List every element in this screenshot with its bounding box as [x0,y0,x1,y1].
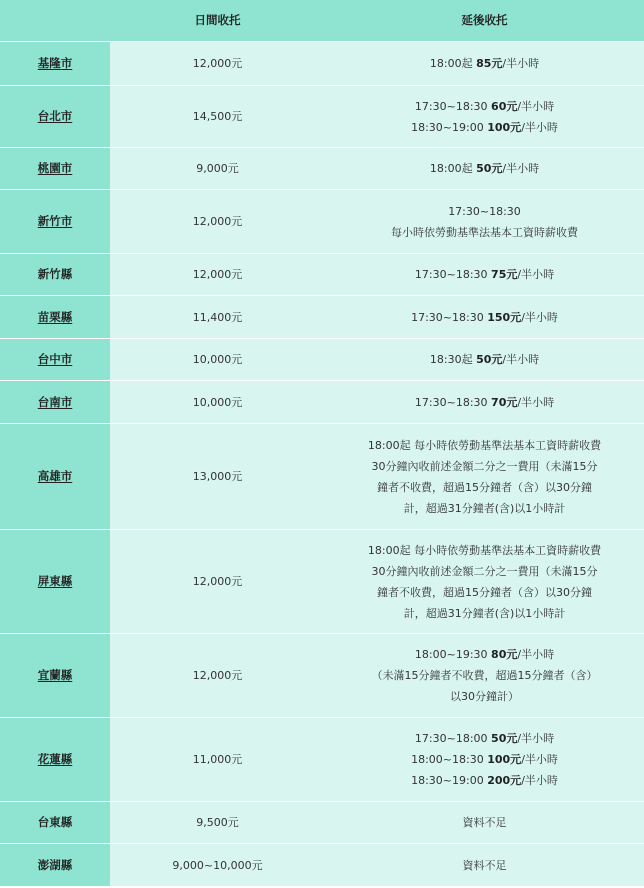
late-fee-amount: 100元 [487,120,522,134]
late-fee-text: 計，超過31分鐘者(含)以1小時計 [403,606,566,620]
late-fee-unit: /半小時 [517,648,555,661]
late-fee-unit: /半小時 [521,120,558,134]
late-fee-line [333,770,636,791]
late-fee-line [333,53,636,74]
city-cell[interactable] [0,530,110,634]
table-row [0,296,644,339]
header-city [0,0,110,42]
late-fee-line [333,603,636,624]
late-fee-text: 17:30~18:30 [411,310,488,324]
late-fee-unit: /半小時 [517,395,555,409]
late-fee-text: 18:00起 每小時依勞動基準法基本工資時薪收費 [367,543,602,557]
late-fee-amount: 100元 [487,753,522,766]
city-cell[interactable] [0,296,110,339]
late-fee-text: 18:30~19:00 [411,120,488,134]
city-cell[interactable] [0,148,110,190]
late-care-fee [325,634,644,718]
table-row [0,254,644,296]
late-care-fee [325,424,644,530]
city-cell[interactable] [0,381,110,424]
late-fee-unit: /半小時 [517,268,555,281]
city-link[interactable]: 花蓮縣 [37,752,73,766]
day-care-fee: 9,000元 [110,148,325,190]
city-cell[interactable] [0,718,110,802]
day-care-fee: 9,500元 [110,802,325,844]
city-cell [0,254,110,296]
late-fee-line [333,561,636,582]
day-care-fee: 11,400元 [110,296,325,339]
late-fee-unit: /半小時 [502,162,540,175]
late-fee-text: 18:30~19:00 [411,774,488,787]
late-fee-line [333,435,636,456]
city-link[interactable]: 高雄市 [37,469,73,483]
city-cell [0,844,110,887]
late-fee-amount: 200元 [487,774,522,787]
header-day-care: 日間收托 [110,0,325,42]
late-fee-line [333,264,636,285]
late-fee-text: 每小時依勞動基準法基本工資時薪收費 [391,225,578,239]
table-row [0,86,644,148]
late-fee-text: 18:00起 每小時依勞動基準法基本工資時薪收費 [367,438,602,452]
table-row [0,802,644,844]
late-fee-line [333,392,636,413]
table-row [0,634,644,718]
late-care-fee [325,148,644,190]
late-fee-line [333,812,636,833]
header-late-care: 延後收托 [325,0,644,42]
late-fee-text: 17:30~18:30 [414,268,492,281]
late-fee-text: 資料不足 [462,858,507,872]
late-care-fee [325,86,644,148]
day-care-fee: 10,000元 [110,381,325,424]
table-row [0,339,644,381]
table-row [0,424,644,530]
day-care-fee: 12,000元 [110,42,325,86]
table-row [0,42,644,86]
late-fee-line [333,158,636,179]
day-care-fee: 9,000~10,000元 [110,844,325,887]
late-fee-text: 鐘者不收費，超過15分鐘者（含）以30分鐘 [377,480,592,494]
late-care-fee [325,530,644,634]
day-care-fee: 12,000元 [110,254,325,296]
late-fee-amount: 80元 [491,648,518,661]
late-fee-text: 18:00~19:30 [414,648,492,661]
late-fee-text: 鐘者不收費，超過15分鐘者（含）以30分鐘 [377,585,592,599]
header-row [0,0,644,42]
late-fee-line [333,644,636,665]
city-label: 台東縣 [37,815,73,829]
table-row [0,381,644,424]
late-fee-text: 18:00起 [429,162,477,175]
late-fee-unit: /半小時 [502,57,540,70]
day-care-fee: 10,000元 [110,339,325,381]
day-care-fee: 12,000元 [110,634,325,718]
table-row [0,190,644,254]
day-care-fee: 13,000元 [110,424,325,530]
late-fee-text: 30分鐘內收前述金額二分之一費用（未滿15分 [371,459,598,473]
late-fee-text: 30分鐘內收前述金額二分之一費用（未滿15分 [371,564,598,578]
city-cell[interactable] [0,634,110,718]
city-cell [0,802,110,844]
late-fee-line [333,117,636,138]
city-label: 新竹縣 [37,267,73,281]
late-fee-text: 17:30~18:00 [414,732,492,745]
city-link[interactable]: 台南市 [37,394,73,409]
late-fee-unit: /半小時 [521,753,558,766]
city-cell[interactable] [0,424,110,530]
late-care-fee [325,381,644,424]
city-link[interactable]: 台中市 [37,352,73,366]
late-fee-text: 18:00~18:30 [411,753,488,766]
late-fee-line [333,477,636,498]
city-link[interactable]: 台北市 [37,109,73,123]
city-cell[interactable] [0,42,110,86]
late-care-fee [325,296,644,339]
late-fee-text: 18:30起 [429,353,477,366]
late-care-fee [325,339,644,381]
late-fee-unit: /半小時 [521,310,558,324]
late-fee-amount: 150元 [487,310,522,324]
late-fee-amount: 50元 [476,353,503,366]
late-fee-amount: 60元 [491,99,518,113]
late-fee-amount: 50元 [491,732,518,745]
late-fee-amount: 75元 [491,268,518,281]
city-cell[interactable] [0,339,110,381]
late-fee-unit: /半小時 [521,774,558,787]
table-row [0,148,644,190]
city-cell[interactable] [0,190,110,254]
table-row [0,530,644,634]
late-fee-unit: /半小時 [517,99,555,113]
late-fee-amount: 85元 [476,57,503,70]
late-fee-text: （未滿15分鐘者不收費，超過15分鐘者（含） [371,669,598,682]
late-care-fee [325,844,644,887]
city-link[interactable]: 基隆市 [37,56,73,70]
day-care-fee: 11,000元 [110,718,325,802]
late-fee-line [333,855,636,876]
late-care-fee [325,254,644,296]
late-fee-line [333,222,636,243]
city-link[interactable]: 屏東縣 [37,574,73,588]
late-care-fee [325,802,644,844]
late-fee-line [333,582,636,603]
late-care-fee [325,190,644,254]
late-fee-line [333,456,636,477]
late-fee-text: 以30分鐘計） [450,690,519,703]
late-fee-amount: 70元 [491,395,518,409]
day-care-fee: 12,000元 [110,530,325,634]
late-fee-text: 計，超過31分鐘者(含)以1小時計 [403,501,566,515]
day-care-fee: 12,000元 [110,190,325,254]
late-care-fee [325,42,644,86]
table-row [0,844,644,887]
late-fee-line [333,665,636,686]
late-fee-line [333,728,636,749]
late-fee-unit: /半小時 [517,732,555,745]
city-cell[interactable] [0,86,110,148]
late-fee-line [333,498,636,519]
day-care-fee: 14,500元 [110,86,325,148]
late-fee-text: 17:30~18:30 [414,395,492,409]
late-fee-unit: /半小時 [502,353,540,366]
table-row [0,718,644,802]
late-fee-text: 17:30~18:30 [448,204,521,218]
late-fee-line [333,201,636,222]
late-fee-line [333,749,636,770]
late-fee-text: 資料不足 [462,816,507,829]
late-fee-line [333,686,636,707]
late-fee-line [333,307,636,328]
city-link[interactable]: 苗栗縣 [37,309,73,324]
city-link[interactable]: 桃園市 [37,161,73,175]
late-fee-text: 17:30~18:30 [414,99,492,113]
late-care-fee [325,718,644,802]
late-fee-line [333,540,636,561]
late-fee-line [333,96,636,117]
city-link[interactable]: 新竹市 [37,214,73,228]
late-fee-line [333,349,636,370]
city-link[interactable]: 宜蘭縣 [37,668,73,682]
late-fee-amount: 50元 [476,162,503,175]
city-label: 澎湖縣 [37,857,73,872]
late-fee-text: 18:00起 [429,57,477,70]
